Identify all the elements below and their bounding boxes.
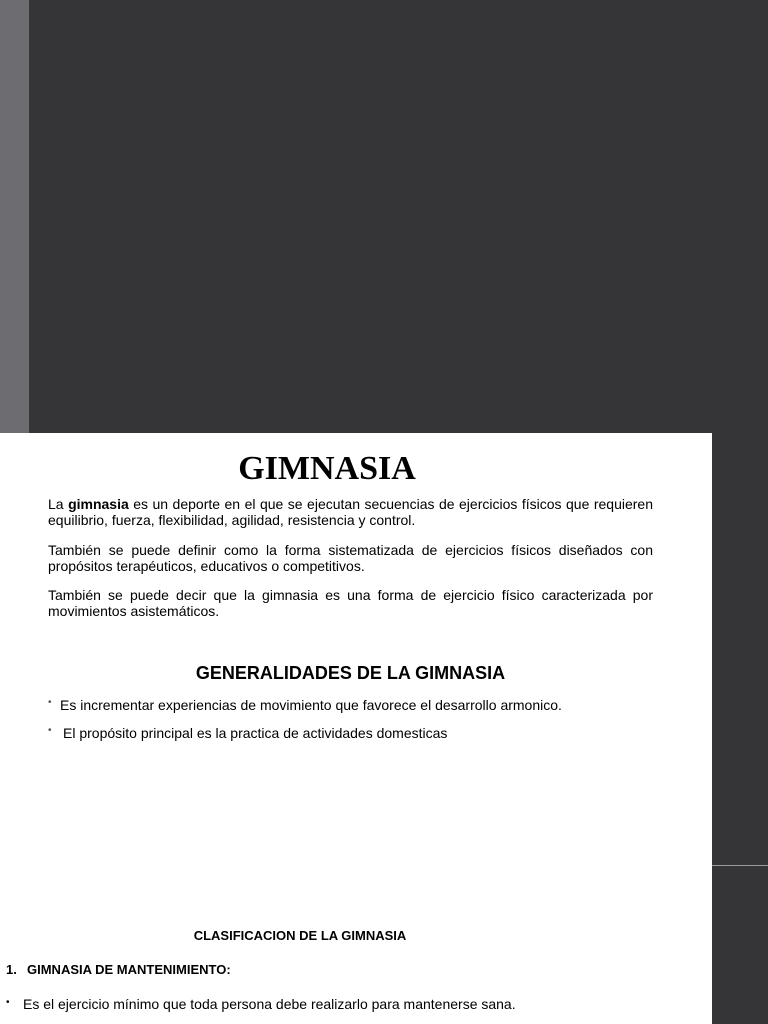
definition-paragraph: También se puede definir como la forma sistematizada de ejercicios físicos diseñados con propósitos terapéuticos, educativos o competitivos. (48, 542, 653, 574)
page-title: GIMNASIA (238, 450, 416, 487)
list-item (48, 697, 562, 713)
bullet-icon: • (48, 725, 52, 736)
list-item-text: El propósito principal es la practica de actividades domesticas (63, 725, 448, 741)
list-item (48, 725, 447, 741)
page-separator-line (712, 865, 768, 866)
intro-prefix: La (48, 496, 69, 512)
document-page (0, 433, 712, 1024)
left-page-edge (0, 0, 29, 433)
bullet-icon: • (48, 697, 52, 708)
intro-keyword: gimnasia (68, 496, 129, 512)
classification-heading: CLASIFICACION DE LA GIMNASIA (193, 928, 407, 943)
classification-item-heading (6, 962, 231, 978)
intro-paragraph (48, 496, 653, 528)
generalities-heading: GENERALIDADES DE LA GIMNASIA (195, 663, 506, 683)
bullet-icon: • (6, 997, 10, 1008)
intro-rest: es un deporte en el que se ejecutan secuencias de ejercicios físicos que requieren equilibrio, fuerza, flexibilidad, agilidad, resistencia y control. (48, 496, 653, 528)
list-item (6, 996, 516, 1012)
item-number: 1. (6, 962, 17, 977)
list-item-text: Es el ejercicio mínimo que toda persona debe realizarlo para mantenerse sana. (23, 996, 516, 1012)
item-title: GIMNASIA DE MANTENIMIENTO: (27, 962, 231, 977)
description-paragraph: También se puede decir que la gimnasia es una forma de ejercicio físico caracterizada por movimientos asistemáticos. (48, 587, 653, 619)
list-item-text: Es incrementar experiencias de movimiento que favorece el desarrollo armonico. (60, 697, 562, 713)
